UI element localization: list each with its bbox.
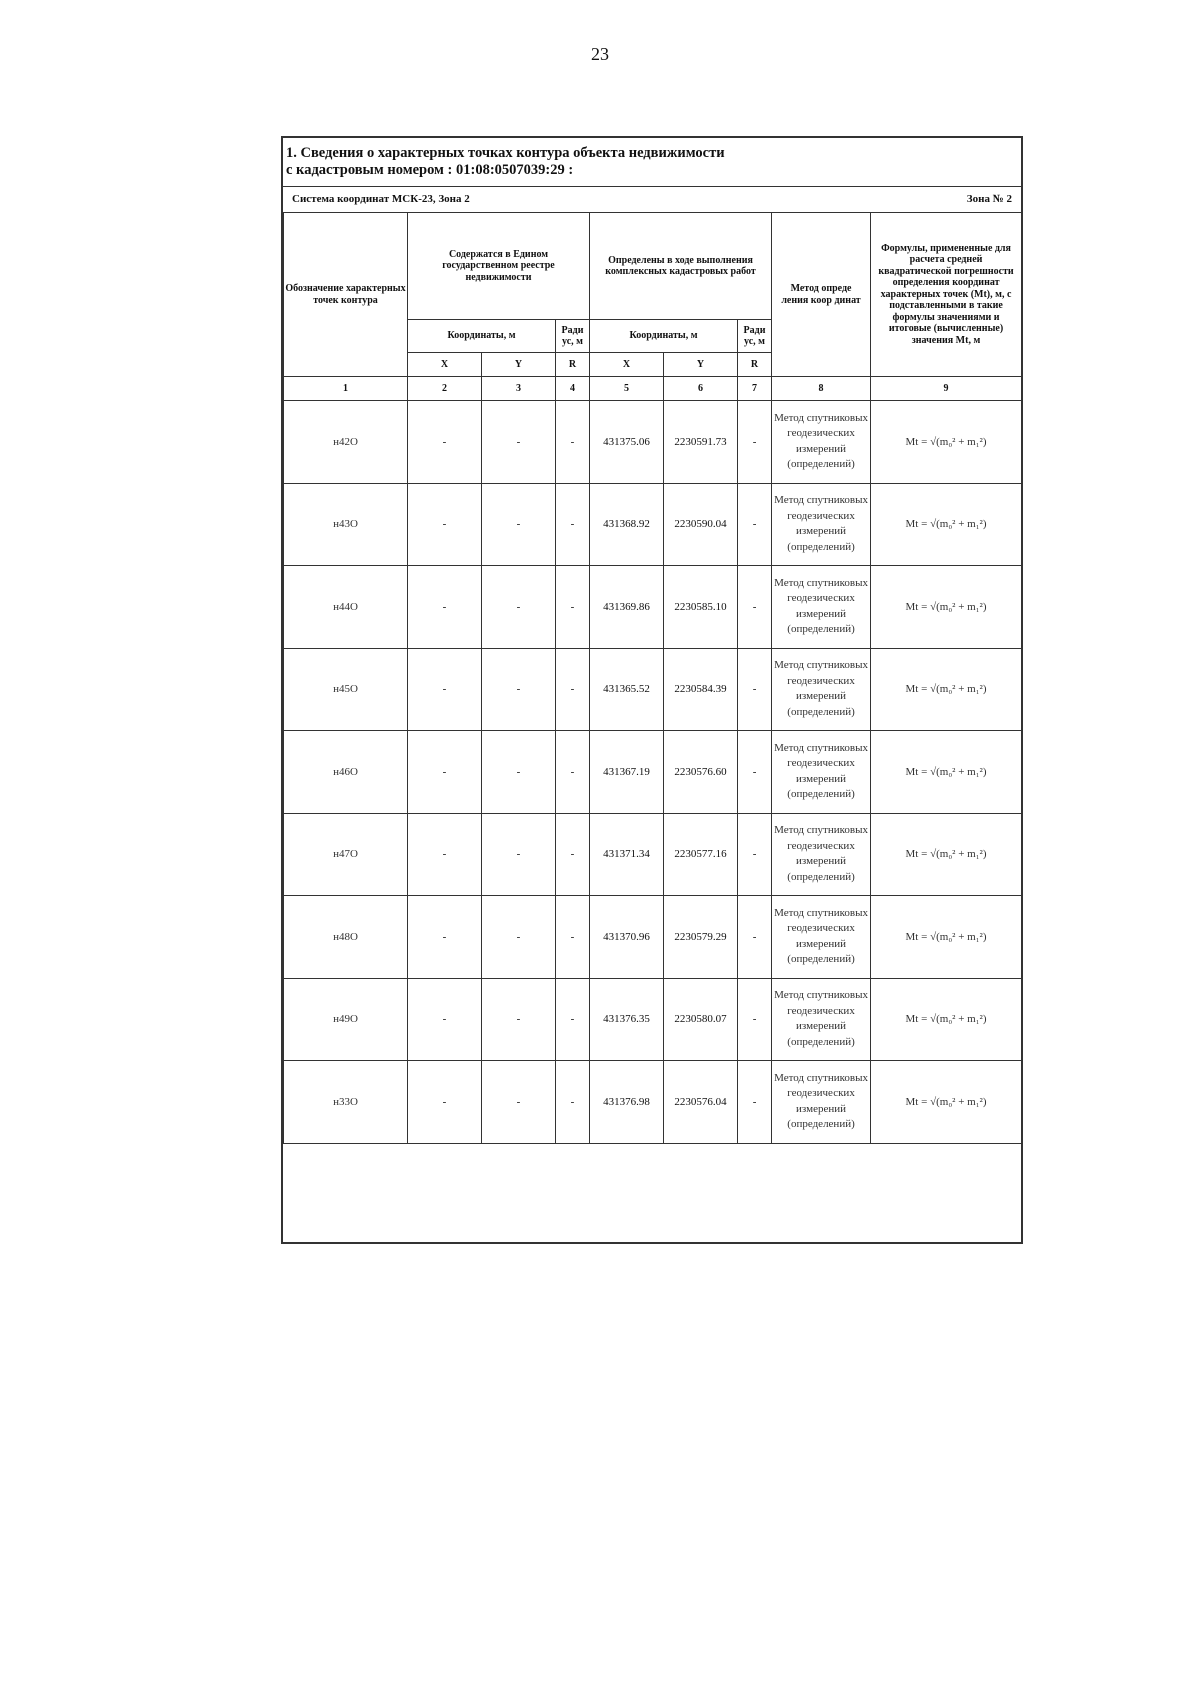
- point-label: н48О: [284, 896, 408, 979]
- y-egrn-cell: -: [482, 1061, 556, 1144]
- page-number: 23: [591, 44, 609, 64]
- formula-cell: Mt = √(m₀² + m₁²): [871, 401, 1022, 484]
- x-cell: 431375.06: [590, 401, 664, 484]
- x-cell: 431371.34: [590, 813, 664, 896]
- r-egrn-cell: -: [556, 1061, 590, 1144]
- x-cell: 431367.19: [590, 731, 664, 814]
- y-egrn-cell: -: [482, 813, 556, 896]
- header-r-egrn: R: [556, 353, 590, 377]
- header-y-egrn: Y: [482, 353, 556, 377]
- y-egrn-cell: -: [482, 566, 556, 649]
- y-cell: 2230579.29: [664, 896, 738, 979]
- r-cell: -: [738, 401, 772, 484]
- r-egrn-cell: -: [556, 896, 590, 979]
- method-cell: Метод спутниковых геодезических измерений (определений): [772, 1061, 871, 1144]
- method-cell: Метод спутниковых геодезических измерений (определений): [772, 813, 871, 896]
- column-number: 7: [738, 377, 772, 401]
- header-y-determined: Y: [664, 353, 738, 377]
- formula-cell: Mt = √(m₀² + m₁²): [871, 483, 1022, 566]
- blank-area: [283, 1145, 1021, 1242]
- formula-cell: Mt = √(m₀² + m₁²): [871, 896, 1022, 979]
- point-label: н47О: [284, 813, 408, 896]
- y-egrn-cell: -: [482, 483, 556, 566]
- r-cell: -: [738, 978, 772, 1061]
- coordinate-system-label: Система координат МСК-23, Зона 2: [292, 193, 470, 205]
- r-egrn-cell: -: [556, 813, 590, 896]
- point-label: н44О: [284, 566, 408, 649]
- table-row: [284, 731, 1022, 814]
- section-title-line-1: 1. Сведения о характерных точках контура объекта недвижимости: [286, 145, 725, 161]
- header-egrn: Содержатся в Едином государственном реестре недвижимости: [408, 213, 590, 320]
- column-number: 6: [664, 377, 738, 401]
- r-egrn-cell: -: [556, 483, 590, 566]
- point-label: н33О: [284, 1061, 408, 1144]
- header-designation: Обозначение характерных точек контура: [284, 213, 408, 377]
- method-cell: Метод спутниковых геодезических измерений (определений): [772, 566, 871, 649]
- r-cell: -: [738, 1061, 772, 1144]
- formula-cell: Mt = √(m₀² + m₁²): [871, 1061, 1022, 1144]
- table-row: [284, 978, 1022, 1061]
- y-cell: 2230590.04: [664, 483, 738, 566]
- header-radius-egrn: Ради ус, м: [556, 320, 590, 353]
- r-egrn-cell: -: [556, 401, 590, 484]
- column-number: 4: [556, 377, 590, 401]
- r-cell: -: [738, 648, 772, 731]
- r-cell: -: [738, 731, 772, 814]
- formula-cell: Mt = √(m₀² + m₁²): [871, 978, 1022, 1061]
- y-egrn-cell: -: [482, 401, 556, 484]
- y-cell: 2230580.07: [664, 978, 738, 1061]
- x-cell: 431368.92: [590, 483, 664, 566]
- header-x-egrn: X: [408, 353, 482, 377]
- x-cell: 431370.96: [590, 896, 664, 979]
- method-cell: Метод спутниковых геодезических измерений (определений): [772, 978, 871, 1061]
- table-row: [284, 648, 1022, 731]
- x-egrn-cell: -: [408, 896, 482, 979]
- formula-cell: Mt = √(m₀² + m₁²): [871, 648, 1022, 731]
- r-cell: -: [738, 813, 772, 896]
- x-cell: 431369.86: [590, 566, 664, 649]
- y-cell: 2230591.73: [664, 401, 738, 484]
- r-egrn-cell: -: [556, 978, 590, 1061]
- r-cell: -: [738, 566, 772, 649]
- header-formulas: Формулы, примененные для расчета средней квадратической погрешности определения координат характерных точек (Mt), м, с подставленными в такие формулы значениями и итоговые (вычисленные) значения Mt, м: [871, 213, 1022, 377]
- column-number: 5: [590, 377, 664, 401]
- x-egrn-cell: -: [408, 401, 482, 484]
- header-coordinates-egrn: Координаты, м: [408, 320, 556, 353]
- x-cell: 431376.35: [590, 978, 664, 1061]
- formula-cell: Mt = √(m₀² + m₁²): [871, 731, 1022, 814]
- method-cell: Метод спутниковых геодезических измерений (определений): [772, 483, 871, 566]
- method-cell: Метод спутниковых геодезических измерений (определений): [772, 896, 871, 979]
- table-row: [284, 813, 1022, 896]
- section-title: [286, 145, 1016, 179]
- header-method: Метод опреде ления коор динат: [772, 213, 871, 377]
- table-row: [284, 566, 1022, 649]
- formula-cell: Mt = √(m₀² + m₁²): [871, 566, 1022, 649]
- x-egrn-cell: -: [408, 1061, 482, 1144]
- point-label: н45О: [284, 648, 408, 731]
- x-egrn-cell: -: [408, 813, 482, 896]
- y-cell: 2230577.16: [664, 813, 738, 896]
- r-egrn-cell: -: [556, 566, 590, 649]
- header-r-determined: R: [738, 353, 772, 377]
- column-number: 2: [408, 377, 482, 401]
- x-cell: 431376.98: [590, 1061, 664, 1144]
- column-number: 1: [284, 377, 408, 401]
- y-cell: 2230585.10: [664, 566, 738, 649]
- x-egrn-cell: -: [408, 731, 482, 814]
- header-radius-determined: Ради ус, м: [738, 320, 772, 353]
- table-row: [284, 483, 1022, 566]
- point-label: н46О: [284, 731, 408, 814]
- header-determined: Определены в ходе выполнения комплексных кадастровых работ: [590, 213, 772, 320]
- r-cell: -: [738, 896, 772, 979]
- y-cell: 2230576.04: [664, 1061, 738, 1144]
- column-number: 8: [772, 377, 871, 401]
- point-label: н43О: [284, 483, 408, 566]
- method-cell: Метод спутниковых геодезических измерений (определений): [772, 401, 871, 484]
- points-table: [283, 212, 1022, 1144]
- section-title-line-2: с кадастровым номером : 01:08:0507039:29 :: [286, 162, 574, 178]
- point-label: н42О: [284, 401, 408, 484]
- formula-cell: Mt = √(m₀² + m₁²): [871, 813, 1022, 896]
- method-cell: Метод спутниковых геодезических измерений (определений): [772, 731, 871, 814]
- point-label: н49О: [284, 978, 408, 1061]
- x-egrn-cell: -: [408, 566, 482, 649]
- y-egrn-cell: -: [482, 896, 556, 979]
- y-egrn-cell: -: [482, 648, 556, 731]
- header-coordinates-determined: Координаты, м: [590, 320, 738, 353]
- y-cell: 2230576.60: [664, 731, 738, 814]
- divider: [283, 186, 1021, 187]
- header-x-determined: X: [590, 353, 664, 377]
- y-cell: 2230584.39: [664, 648, 738, 731]
- x-egrn-cell: -: [408, 483, 482, 566]
- x-egrn-cell: -: [408, 978, 482, 1061]
- r-cell: -: [738, 483, 772, 566]
- table-row: [284, 401, 1022, 484]
- x-cell: 431365.52: [590, 648, 664, 731]
- table-row: [284, 896, 1022, 979]
- table-row: [284, 1061, 1022, 1144]
- y-egrn-cell: -: [482, 731, 556, 814]
- zone-label: Зона № 2: [966, 193, 1012, 205]
- method-cell: Метод спутниковых геодезических измерений (определений): [772, 648, 871, 731]
- x-egrn-cell: -: [408, 648, 482, 731]
- y-egrn-cell: -: [482, 978, 556, 1061]
- column-number: 3: [482, 377, 556, 401]
- r-egrn-cell: -: [556, 731, 590, 814]
- column-number: 9: [871, 377, 1022, 401]
- points-sheet: [281, 136, 1023, 1244]
- r-egrn-cell: -: [556, 648, 590, 731]
